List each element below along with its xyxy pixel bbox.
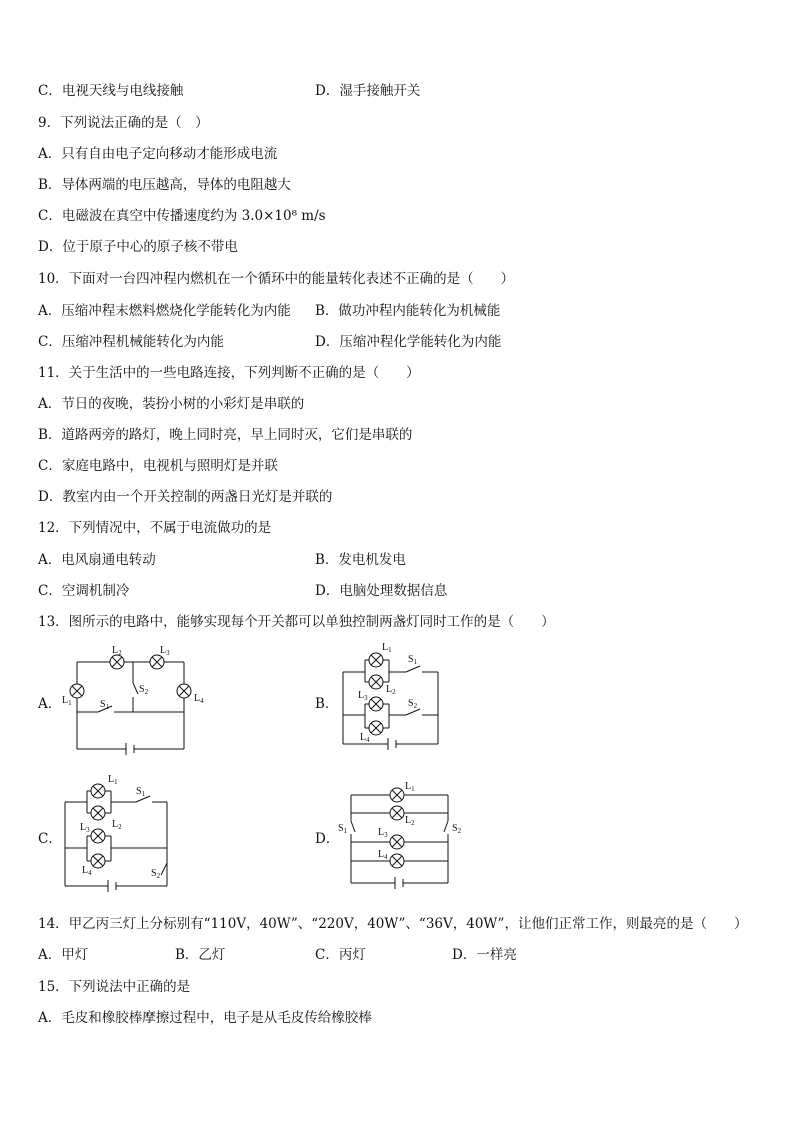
q12-option-c: C．空调机制冷 bbox=[38, 583, 130, 599]
q11-option-c: C．家庭电路中，电视机与照明灯是并联 bbox=[38, 458, 278, 474]
svg-text:L4: $L_4$ bbox=[360, 732, 370, 744]
q15-option-a: A．毛皮和橡胶棒摩擦过程中，电子是从毛皮传给橡胶棒 bbox=[38, 1010, 372, 1026]
svg-text:L2: $L_2$ bbox=[386, 684, 396, 696]
svg-text:L2: $L_2$ bbox=[112, 819, 122, 831]
circuit-diagram-c bbox=[60, 773, 180, 893]
q14-option-b: B．乙灯 bbox=[175, 947, 226, 963]
svg-text:S1: $S_1$ bbox=[338, 823, 348, 835]
q14-option-a: A．甲灯 bbox=[38, 947, 89, 963]
svg-text:S2: $S_2$ bbox=[151, 868, 161, 880]
q13-label-c: C． bbox=[38, 831, 62, 847]
q9-option-c: C．电磁波在真空中传播速度约为 3.0×10⁸ m/s bbox=[38, 208, 326, 224]
circuit-diagram-b bbox=[338, 640, 448, 755]
svg-text:S1: $S_1$ bbox=[408, 654, 418, 666]
q11-option-b: B．道路两旁的路灯，晚上同时亮，早上同时灭，它们是串联的 bbox=[38, 427, 413, 443]
q11-option-d: D．教室内由一个开关控制的两盏日光灯是并联的 bbox=[38, 489, 333, 505]
q12-option-d: D．电脑处理数据信息 bbox=[315, 583, 448, 599]
svg-text:L2: $L_2$ bbox=[405, 815, 415, 827]
svg-text:L3: $L_3$ bbox=[160, 645, 170, 657]
svg-text:L4: $L_4$ bbox=[194, 693, 204, 705]
svg-text:L2: $L_2$ bbox=[112, 645, 122, 657]
q13-label-a: A． bbox=[38, 696, 62, 712]
svg-text:L1: $L_1$ bbox=[62, 695, 72, 707]
q11-option-a: A．节日的夜晚，装扮小树的小彩灯是串联的 bbox=[38, 396, 305, 412]
q14-stem: 14．甲乙丙三灯上分标别有“110V，40W”、“220V，40W”、“36V，40W”，让他们正常工作，则最亮的是（ ） bbox=[38, 916, 748, 932]
q9-stem: 9．下列说法正确的是（ ） bbox=[38, 115, 209, 131]
q11-stem: 11．关于生活中的一些电路连接，下列判断不正确的是（ ） bbox=[38, 365, 420, 381]
q10-option-d: D．压缩冲程化学能转化为内能 bbox=[315, 334, 502, 350]
q10-option-b: B．做功冲程内能转化为机械能 bbox=[315, 303, 501, 319]
svg-text:L4: $L_4$ bbox=[378, 849, 388, 861]
q13-label-b: B． bbox=[315, 696, 339, 712]
q10-option-a: A．压缩冲程末燃料燃烧化学能转化为内能 bbox=[38, 303, 291, 319]
q8-option-c: C．电视天线与电线接触 bbox=[38, 83, 184, 99]
svg-text:L3: $L_3$ bbox=[80, 822, 90, 834]
svg-text:L1: $L_1$ bbox=[382, 642, 392, 654]
q10-option-c: C．压缩冲程机械能转化为内能 bbox=[38, 334, 224, 350]
svg-text:L3: $L_3$ bbox=[358, 690, 368, 702]
q14-option-d: D．一样亮 bbox=[452, 947, 517, 963]
q13-label-d: D． bbox=[315, 831, 340, 847]
q12-stem: 12．下列情况中，不属于电流做功的是 bbox=[38, 520, 272, 536]
svg-text:L4: $L_4$ bbox=[82, 865, 92, 877]
svg-text:L1: $L_1$ bbox=[108, 774, 118, 786]
svg-text:L1: $L_1$ bbox=[405, 781, 415, 793]
q14-option-c: C．丙灯 bbox=[315, 947, 366, 963]
circuit-diagram-d bbox=[335, 777, 470, 892]
svg-text:S2: $S_2$ bbox=[452, 823, 462, 835]
q12-option-b: B．发电机发电 bbox=[315, 552, 406, 568]
q12-option-a: A．电风扇通电转动 bbox=[38, 552, 156, 568]
svg-text:S1: $S_1$ bbox=[136, 786, 146, 798]
q8-option-d: D．湿手接触开关 bbox=[315, 83, 421, 99]
svg-text:S2: $S_2$ bbox=[408, 698, 418, 710]
q13-stem: 13．图所示的电路中，能够实现每个开关都可以单独控制两盏灯同时工作的是（ ） bbox=[38, 614, 555, 630]
svg-text:S2: $S_2$ bbox=[139, 684, 149, 696]
q9-option-d: D．位于原子中心的原子核不带电 bbox=[38, 239, 238, 255]
q9-option-a: A．只有自由电子定向移动才能形成电流 bbox=[38, 146, 278, 162]
circuit-diagram-a bbox=[60, 645, 204, 755]
q9-option-b: B．导体两端的电压越高，导体的电阻越大 bbox=[38, 177, 291, 193]
svg-text:L3: $L_3$ bbox=[378, 827, 388, 839]
q10-stem: 10．下面对一台四冲程内燃机在一个循环中的能量转化表述不正确的是（ ） bbox=[38, 271, 515, 287]
q15-stem: 15．下列说法中正确的是 bbox=[38, 979, 191, 995]
svg-text:S1: $S_1$ bbox=[100, 699, 110, 711]
